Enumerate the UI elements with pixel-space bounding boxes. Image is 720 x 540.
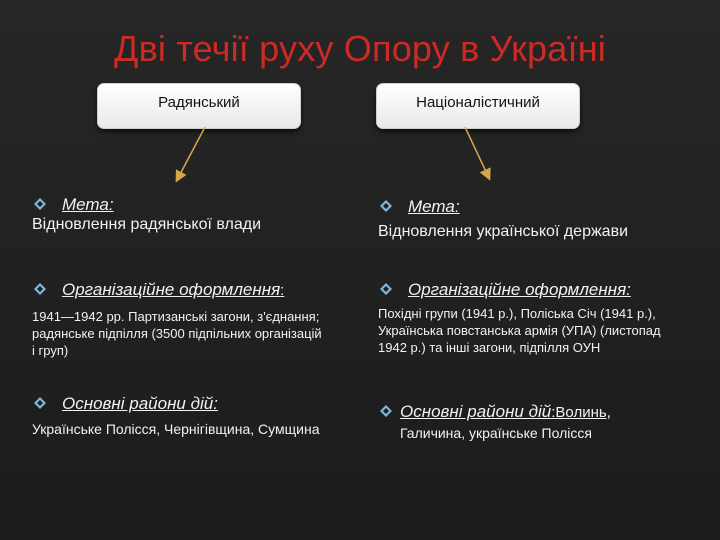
right-goal-text: Відновлення української держави — [378, 223, 628, 240]
left-org-block — [32, 280, 352, 359]
diamond-bullet-icon — [34, 397, 46, 409]
right-areas-heading: Основні райони дій — [400, 402, 552, 421]
left-goal-text: Відновлення радянської влади — [32, 216, 262, 233]
soviet-label-box: Радянський — [97, 83, 301, 129]
right-org-text: Похідні групи (1941 р.), Поліська Січ (1941 р.), Українська повстанська армія (УПА) (листопад 1942 р.) та інші загони, підпілля ОУН — [378, 306, 661, 355]
right-goal-heading: Мета: — [408, 197, 460, 216]
right-areas-colon: : — [551, 404, 556, 421]
diamond-bullet-icon — [380, 283, 392, 295]
left-areas-text: Українське Полісся, Чернігівщина, Сумщина — [32, 421, 320, 437]
left-org-colon: : — [280, 282, 285, 299]
right-goal-block — [378, 197, 708, 242]
right-org-block — [378, 280, 708, 356]
left-areas-block — [32, 394, 352, 439]
left-goal-heading: Мета: — [62, 195, 114, 214]
diamond-bullet-icon — [34, 283, 46, 295]
nationalist-label-box: Націоналістичний — [376, 83, 580, 129]
right-areas-inline: Волинь, — [555, 404, 611, 421]
right-arrow — [465, 127, 489, 178]
diamond-bullet-icon — [380, 200, 392, 212]
diamond-bullet-icon — [380, 405, 392, 417]
left-org-heading: Організаційне оформлення — [62, 280, 281, 299]
left-org-text: 1941—1942 рр. Партизанські загони, з'єднання; радянське підпілля (3500 підпільних організацій і груп) — [32, 309, 322, 358]
right-areas-block — [378, 402, 708, 442]
diamond-bullet-icon — [34, 198, 46, 210]
left-goal-block — [32, 195, 352, 235]
right-areas-text: Галичина, українське Полісся — [400, 425, 592, 441]
right-org-heading: Організаційне оформлення: — [408, 280, 631, 299]
left-arrow — [177, 127, 205, 180]
left-areas-heading: Основні райони дій: — [62, 394, 218, 413]
slide-title: Дві течії руху Опору в Україні — [114, 28, 606, 69]
